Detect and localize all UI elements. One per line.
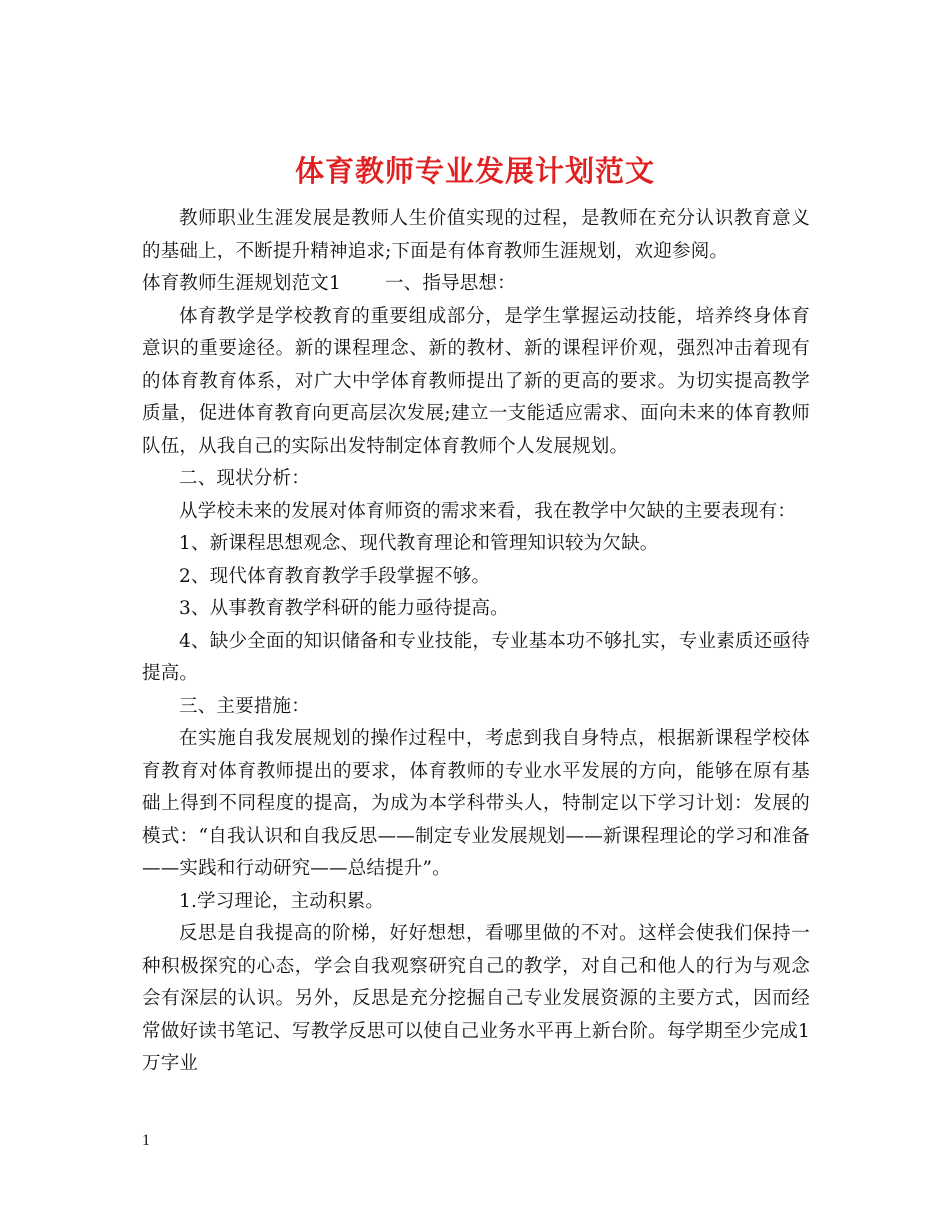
section-guiding-ideology: 一、指导思想： xyxy=(384,273,516,294)
list-item: 2、现代体育教育教学手段掌握不够。 xyxy=(179,565,491,587)
paragraph-reflection: 反思是自我提高的阶梯，好好想想，看哪里做的不对。这样会使我们保持一种积极探究的心态，学会自我观察研究自己的教学，对自己和他人的行为与观念会有深层的认识。另外，反思是充分挖掘自己专业发展资源的主要方式，因而经常做好读书笔记、写教学反思可以使自己业务水平再上新台阶。每学期至少完成1万字业 xyxy=(142,923,810,1074)
list-item: 4、缺少全面的知识储备和专业技能，专业基本功不够扎实，专业素质还亟待提高。 xyxy=(142,630,810,684)
section-main-measures: 三、主要措施： xyxy=(179,695,310,717)
page-number: 1 xyxy=(142,1132,150,1149)
list-item: 3、从事教育教学科研的能力亟待提高。 xyxy=(179,598,509,619)
list-item: 1、新课程思想观念、现代教育理论和管理知识较为欠缺。 xyxy=(179,533,659,554)
subheading-learning-theory: 1.学习理论，主动积累。 xyxy=(179,890,385,912)
sample-title: 体育教师生涯规划范文1 xyxy=(142,273,341,294)
paragraph-sample-heading xyxy=(142,268,810,301)
document-body xyxy=(142,203,810,1081)
document-title: 体育教师专业发展计划范文 xyxy=(294,154,655,189)
paragraph-guiding-ideology: 体育教学是学校教育的重要组成部分，是学生掌握运动技能，培养终身体育意识的重要途径。新的课程理念、新的教材、新的课程评价观，强烈冲击着现有的体育教育体系，对广大中学体育教师提出了新的更高的要求。为切实提高教学质量，促进体育教育向更高层次发展;建立一支能适应需求、面向未来的体育教师队伍，从我自己的实际出发特制定体育教师个人发展规划。 xyxy=(142,305,810,457)
paragraph-current-analysis: 从学校未来的发展对体育师资的需求来看，我在教学中欠缺的主要表现有： xyxy=(179,500,797,522)
paragraph-intro: 教师职业生涯发展是教师人生价值实现的过程，是教师在充分认识教育意义的基础上，不断提升精神追求;下面是有体育教师生涯规划，欢迎参阅。 xyxy=(142,208,810,262)
section-current-analysis: 二、现状分析： xyxy=(179,468,310,489)
paragraph-main-measures: 在实施自我发展规划的操作过程中，考虑到我自身特点，根据新课程学校体育教育对体育教师提出的要求，体育教师的专业水平发展的方向，能够在原有基础上得到不同程度的提高，为成为本学科带头人，特制定以下学习计划：发展的模式：“自我认识和自我反思——制定专业发展规划——新课程理论的学习和准备——实践和行动研究——总结提升”。 xyxy=(142,728,810,879)
